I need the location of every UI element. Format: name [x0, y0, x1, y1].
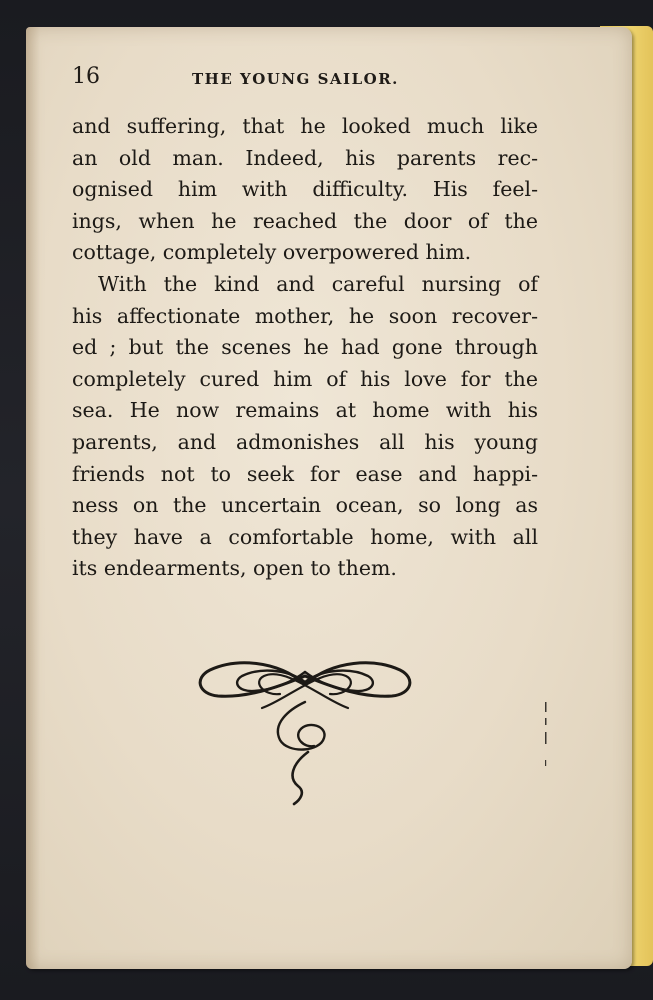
paper-specks	[540, 700, 552, 780]
flourish-tailpiece-icon	[196, 636, 414, 806]
text-line: completely cured him of his love for the	[72, 366, 538, 391]
text-line: its endearments, open to them.	[72, 556, 397, 581]
text-line: With the kind and careful nursing of	[98, 271, 538, 296]
page-edge-shading	[26, 27, 40, 969]
text-line: ness on the uncertain ocean, so long as	[72, 493, 538, 518]
text-line: friends not to seek for ease and happi-	[72, 461, 538, 486]
text-line: an old man. Indeed, his parents rec-	[72, 145, 538, 170]
text-line: and suffering, that he looked much like	[72, 114, 538, 138]
body-text	[72, 111, 538, 585]
text-line: sea. He now remains at home with his	[72, 398, 538, 423]
text-line: ings, when he reached the door of the	[72, 208, 538, 233]
running-title: THE YOUNG SAILOR.	[192, 70, 399, 88]
page-number: 16	[72, 64, 100, 89]
paragraph-2	[72, 269, 538, 585]
text-line: ognised him with difficulty. His feel-	[72, 177, 538, 202]
text-line: ed ; but the scenes he had gone through	[72, 335, 538, 360]
text-line: cottage, completely overpowered him.	[72, 240, 472, 265]
text-line: parents, and admonishes all his young	[72, 429, 538, 454]
paragraph-1	[72, 111, 538, 269]
text-line: they have a comfortable home, with all	[72, 524, 538, 549]
text-line: his affectionate mother, he soon recover-	[72, 303, 538, 328]
page-header	[72, 62, 542, 92]
